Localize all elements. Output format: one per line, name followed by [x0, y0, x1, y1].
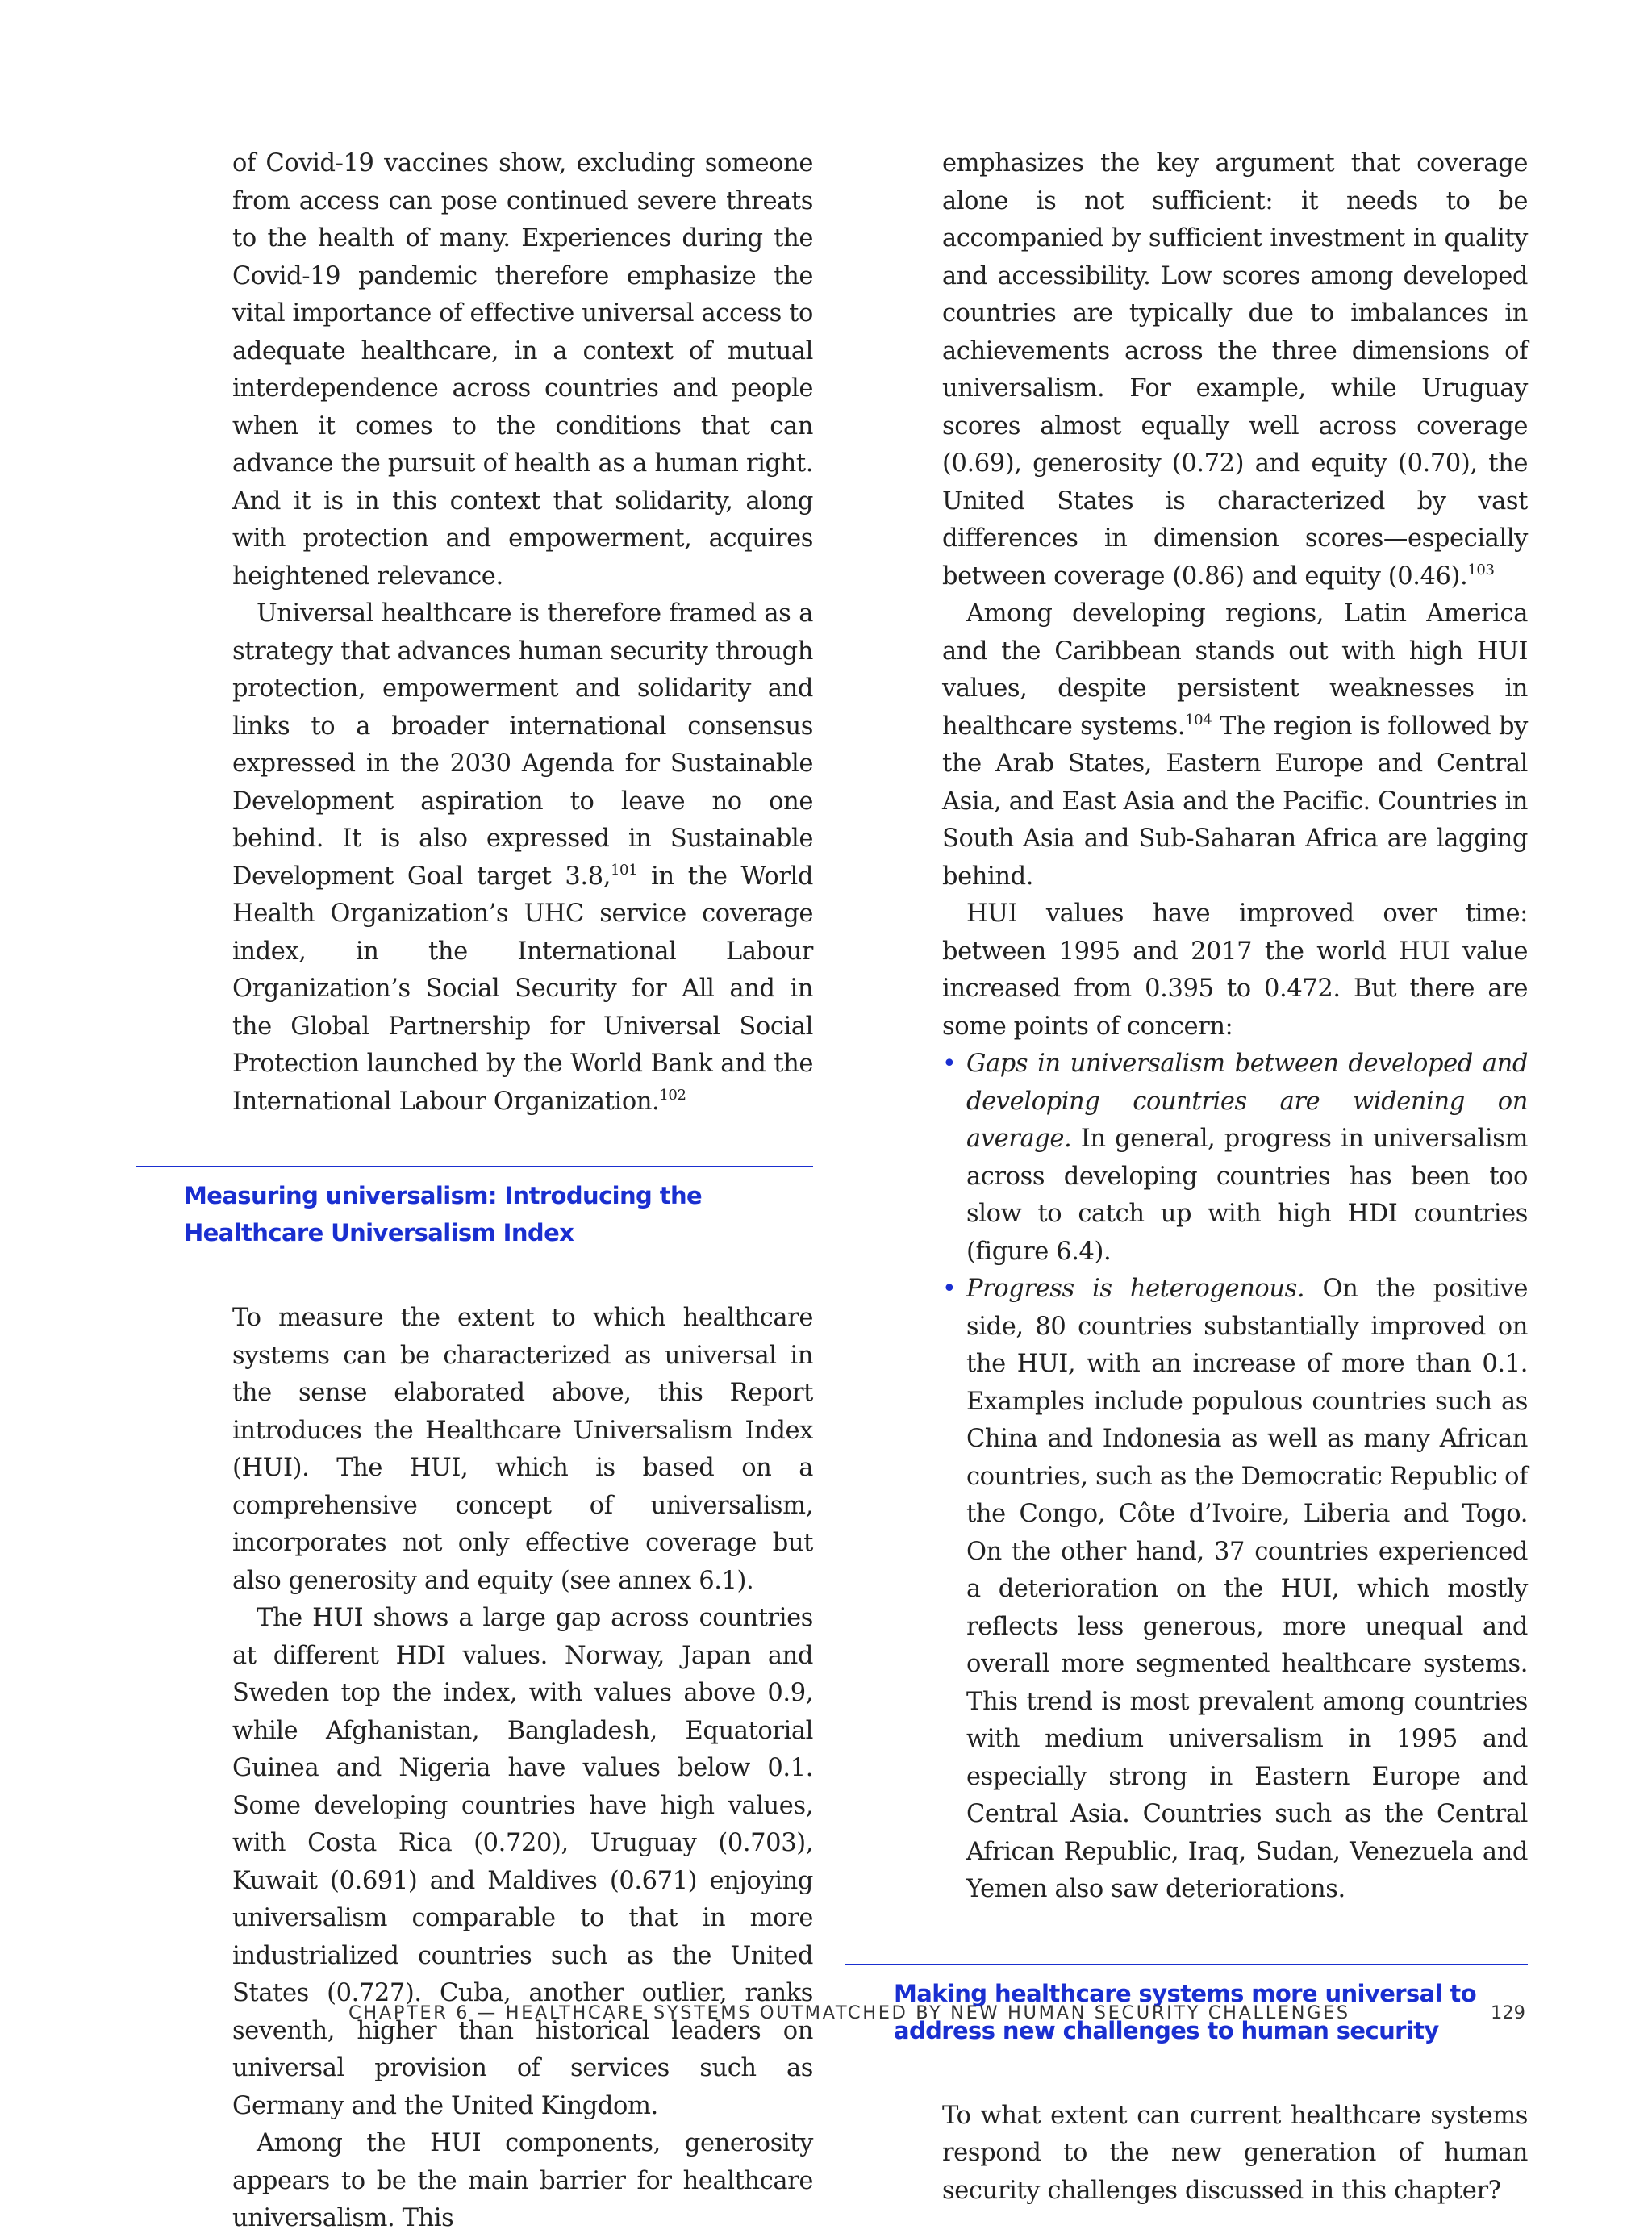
section-divider: [136, 1166, 813, 1167]
text-run: in the World Health Organization’s UHC service coverage index, in the International Labour Organization’s Social Security for All and in the Global Partnership for Universal Social Protection launched by the World Bank and the International Labour Organization.: [232, 862, 813, 1116]
body-paragraph: [942, 595, 1528, 896]
text-run: Among developing regions, Latin America and the Caribbean stands out with high HUI values, despite persistent weaknesses in healthcare systems.: [942, 599, 1528, 741]
text-run: On the positive side, 80 countries substantially improved on the HUI, with an increase of more than 0.1. Examples include populous countries such as China and Indonesia as well as many African countries, such as the Democratic Republic of the Congo, Côte d’Ivoire, Liberia and Togo. On the other hand, 37 countries experienced a deterioration on the HUI, which mostly reflects less generous, more unequal and overall more segmented healthcare systems. This trend is most prevalent among countries with medium universalism in 1995 and especially strong in Eastern Europe and Central Asia. Countries such as the Central African Republic, Iraq, Sudan, Venezuela and Yemen also saw deteriorations.: [966, 1275, 1529, 1903]
footnote-ref-101[interactable]: 101: [611, 861, 638, 879]
body-paragraph: [942, 145, 1528, 595]
bullet-text: [966, 1046, 1528, 1271]
text-run: Universal healthcare is therefore framed as a strategy that advances human security through protection, empowerment and solidarity and links to a broader international consensus expressed in the 2030 Agenda for Sustainable Development aspiration to leave no one behind. It is also expressed in Sustainable Development Goal target 3.8,: [232, 599, 813, 891]
list-item: [942, 1046, 1528, 1271]
right-column: [894, 145, 1529, 2210]
body-paragraph: Among the HUI components, generosity appears to be the main barrier for healthcare universalism. This: [232, 2129, 813, 2232]
bullet-dot-icon: •: [942, 1275, 957, 1303]
bullet-list: [942, 1046, 1528, 1909]
text-run: The region is followed by the Arab States, Eastern Europe and Central Asia, and East Asia and the Pacific. Countries in South Asia and Sub-Saharan Africa are lagging behind.: [942, 712, 1528, 891]
body-paragraph: The HUI shows a large gap across countries at different HDI values. Norway, Japan and Sweden top the index, with values above 0.9, while Afghanistan, Bangladesh, Equatorial Guinea and Nigeria have values below 0.1. Some developing countries have high values, with Costa Rica (0.720), Uruguay (0.703), Kuwait (0.691) and Maldives (0.671) enjoying universalism comparable to that in more industrialized countries such as the United States (0.727). Cuba, another outlier, ranks seventh, higher than historical leaders on universal provision of services such as Germany and the United Kingdom.: [232, 1604, 813, 2120]
bullet-lead: Gaps in universalism between developed and developing countries are widening on average.: [966, 1050, 1528, 1153]
body-paragraph: [232, 595, 813, 1121]
section-divider: [845, 1964, 1528, 1965]
section-heading: [184, 1177, 749, 1251]
bullet-text: [966, 1271, 1528, 1909]
bullet-dot-icon: •: [942, 1050, 957, 1078]
section-heading-line: Measuring universalism: Introducing the: [184, 1182, 703, 1209]
body-paragraph: of Covid-19 vaccines show, excluding someone from access can pose continued severe threats to the health of many. Experiences during the Covid-19 pandemic therefore emphasize the vital importance of effective universal access to adequate healthcare, in a context of mutual interdependence across countries and people when it comes to the conditions that can advance the pursuit of health as a human right. And it is in this context that solidarity, along with protection and empowerment, acquires heightened relevance.: [232, 149, 813, 591]
footnote-ref-102[interactable]: 102: [659, 1086, 686, 1104]
left-column: [184, 145, 813, 2238]
body-paragraph: To measure the extent to which healthcare systems can be characterized as universal in the sense elaborated above, this Report introduces the Healthcare Universalism Index (HUI). The HUI, which is based on a comprehensive concept of universalism, incorporates not only effective coverage but also generosity and equity (see annex 6.1).: [232, 1304, 813, 1595]
footnote-ref-103[interactable]: 103: [1467, 561, 1495, 578]
running-head: CHAPTER 6 — HEALTHCARE SYSTEMS OUTMATCHED BY NEW HUMAN SECURITY CHALLENGES: [348, 2002, 1350, 2023]
page-number: 129: [1491, 2002, 1525, 2023]
text-run: emphasizes the key argument that coverage alone is not sufficient: it needs to be accompanied by sufficient investment in quality and accessibility. Low scores among developed countries are typically due to imbalances in achievements across the three dimensions of universalism. For example, while Uruguay scores almost equally well across coverage (0.69), generosity (0.72) and equity (0.70), the United States is characterized by vast differences in dimension scores—especially between coverage (0.86) and equity (0.46).: [942, 149, 1528, 591]
body-paragraph: HUI values have improved over time: between 1995 and 2017 the world HUI value increased from 0.395 to 0.472. But there are some points of concern:: [942, 900, 1528, 1041]
list-item: [942, 1271, 1528, 1909]
section-heading-line: address new challenges to human security: [894, 2016, 1439, 2044]
body-paragraph: To what extent can current healthcare systems respond to the new generation of human security challenges discussed in this chapter?: [942, 2101, 1528, 2205]
footnote-ref-104[interactable]: 104: [1185, 711, 1212, 729]
section-measuring-universalism: [184, 1166, 813, 1251]
section-heading-line: Healthcare Universalism Index: [184, 1219, 574, 1246]
section-heading-line: Making healthcare systems more universal to: [894, 1979, 1477, 2007]
text-run: In general, progress in universalism across developing countries has been too slow to catch up with high HDI countries (figure 6.4).: [966, 1125, 1528, 1266]
bullet-lead: Progress is heterogenous.: [966, 1275, 1305, 1303]
